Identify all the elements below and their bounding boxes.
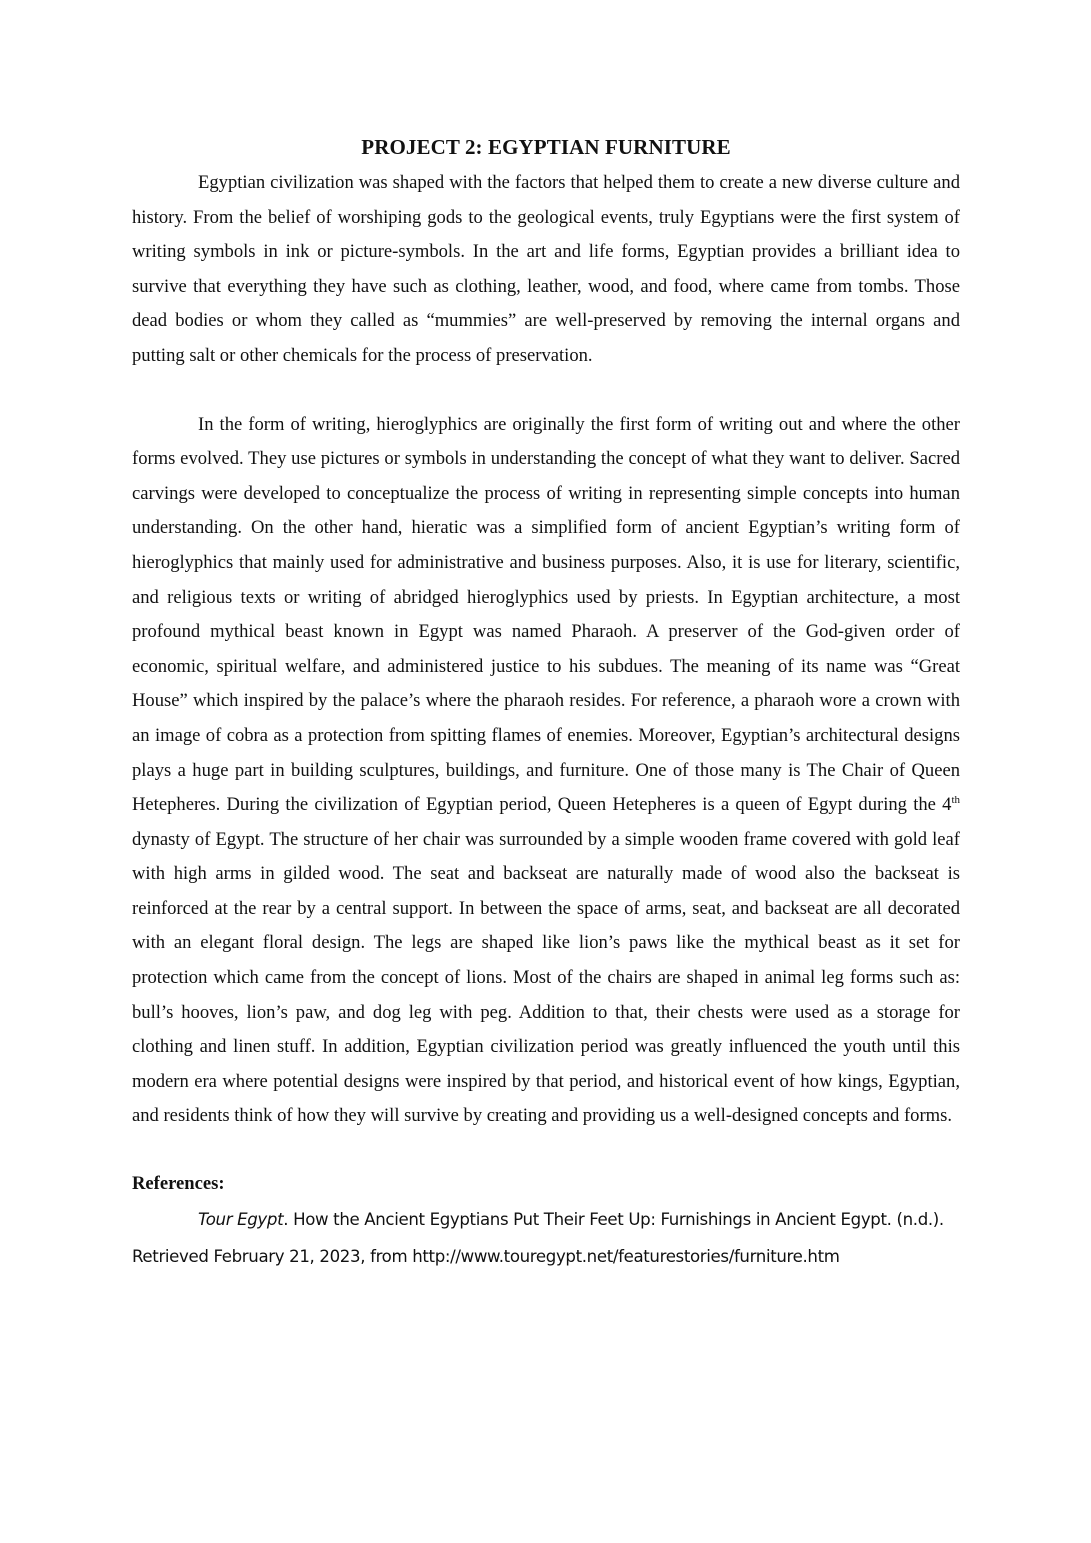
- reference-source: Tour Egypt: [198, 1210, 284, 1230]
- document-title: PROJECT 2: EGYPTIAN FURNITURE: [361, 135, 731, 159]
- ordinal-superscript: th: [951, 793, 960, 806]
- reference-details: . How the Ancient Egyptians Put Their Feet Up: Furnishings in Ancient Egypt. (n.d.). Retrieved February 21, 2023, from http://www.touregypt.net/featurestories/furniture.htm: [132, 1210, 944, 1267]
- reference-entry: [132, 1201, 960, 1275]
- document-page: [132, 128, 960, 1275]
- references-heading: References:: [132, 1173, 225, 1195]
- paragraph-2-text-b: dynasty of Egypt. The structure of her chair was surrounded by a simple wooden frame covered with gold leaf with high arms in gilded wood. The seat and backseat are naturally made of wood also the backseat is reinforced at the rear by a central support. In between the space of arms, seat, and backseat are all decorated with an elegant floral design. The legs are shaped like lion’s paws like the mythical beast as it set for protection which came from the concept of lions. Most of the chairs are shaped in animal leg forms such as: bull’s hooves, lion’s paw, and dog leg with peg. Addition to that, their chests were used as a storage for clothing and linen stuff. In addition, Egyptian civilization period was greatly influenced the youth until this modern era where potential designs were inspired by that period, and historical event of how kings, Egyptian, and residents think of how they will survive by creating and providing us a well-designed concepts and forms.: [132, 828, 960, 1127]
- paragraph-2-text-a: In the form of writing, hieroglyphics are originally the first form of writing out and where the other forms evolved. They use pictures or symbols in understanding the concept of what they want to deliver. Sacred carvings were developed to conceptualize the process of writing in representing simple concepts into human understanding. On the other hand, hieratic was a simplified form of ancient Egyptian’s writing form of hieroglyphics that mainly used for administrative and business purposes. Also, it is use for literary, scientific, and religious texts or writing of abridged hieroglyphics used by priests. In Egyptian architecture, a most profound mythical beast known in Egypt was named Pharaoh. A preserver of the God-given order of economic, spiritual welfare, and administered justice to his subdues. The meaning of its name was “Great House” which inspired by the palace’s where the pharaoh resides. For reference, a pharaoh wore a crown with an image of cobra as a protection from spitting flames of enemies. Moreover, Egyptian’s architectural designs plays a huge part in building sculptures, buildings, and furniture. One of those many is The Chair of Queen Hetepheres. During the civilization of Egyptian period, Queen Hetepheres is a queen of Egypt during the 4: [132, 413, 960, 816]
- paragraph-1: Egyptian civilization was shaped with the factors that helped them to create a new diverse culture and history. From the belief of worshiping gods to the geological events, truly Egyptians were the first system of writing symbols in ink or picture-symbols. In the art and life forms, Egyptian provides a brilliant idea to survive that everything they have such as clothing, leather, wood, and food, where came from tombs. Those dead bodies or whom they called as “mummies” are well-preserved by removing the internal organs and putting salt or other chemicals for the process of preservation.: [132, 172, 960, 366]
- paragraph-2: [132, 408, 960, 1134]
